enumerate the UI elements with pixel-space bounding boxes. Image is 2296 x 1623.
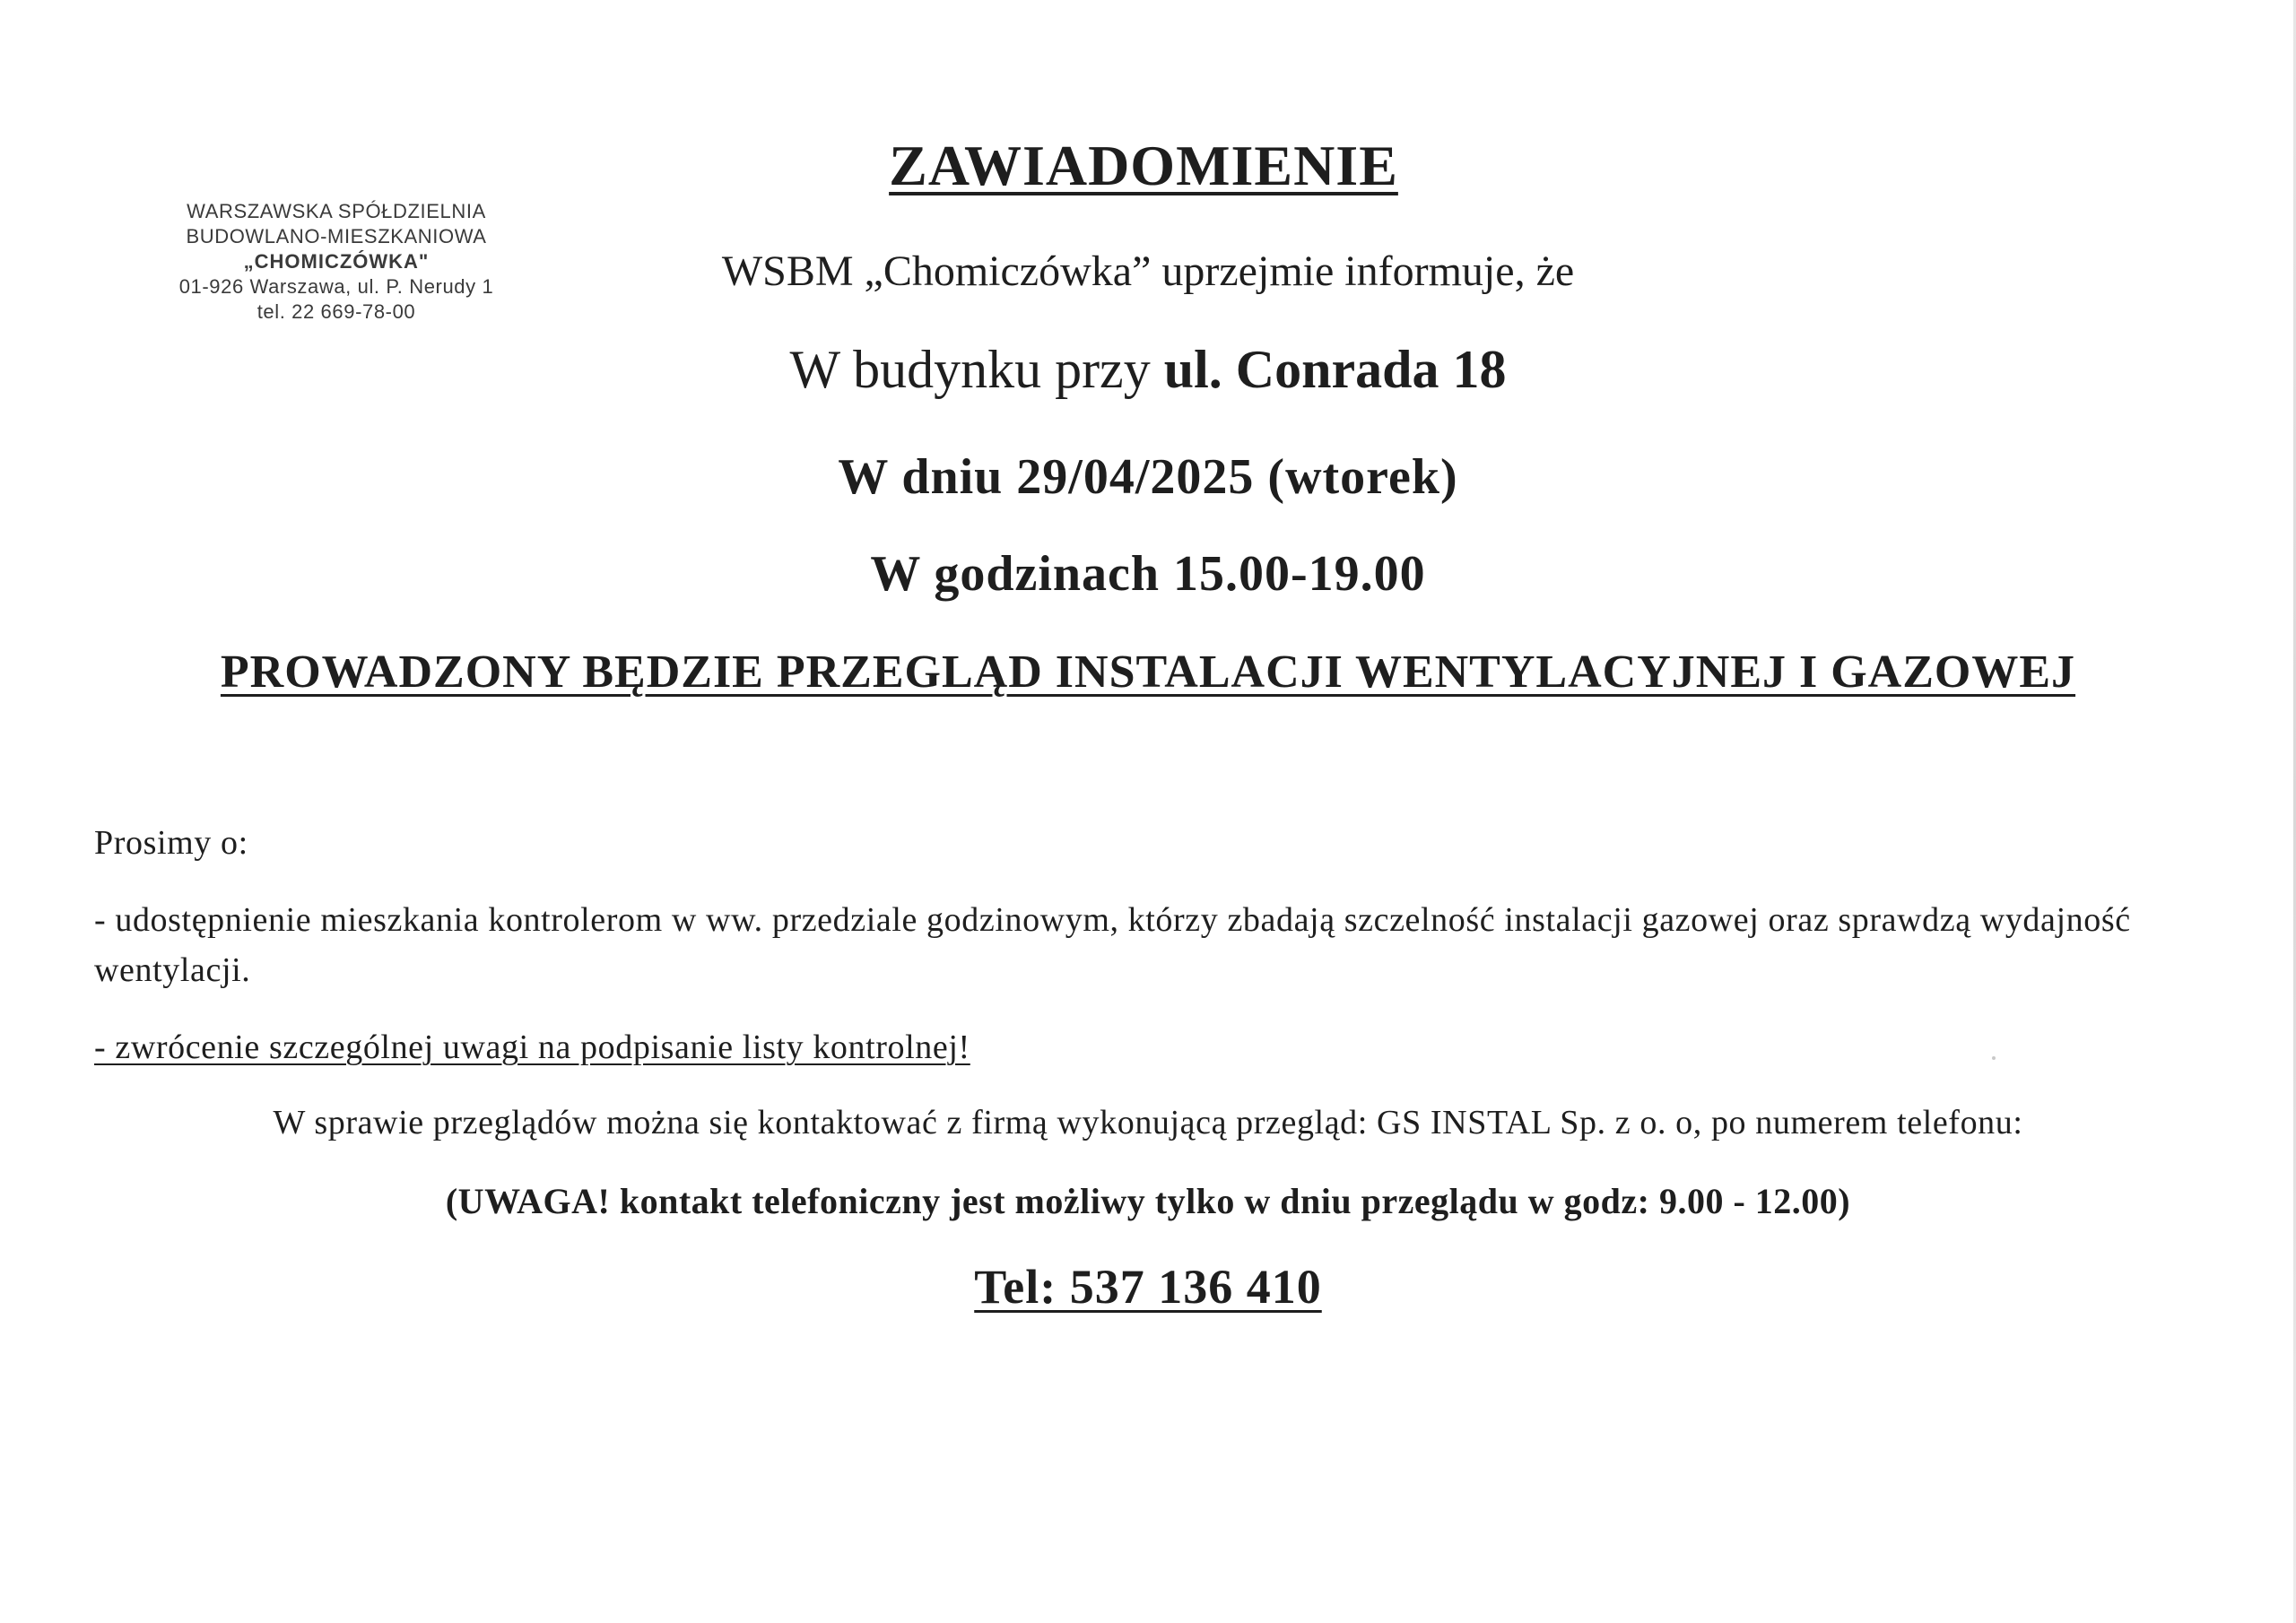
request-item-access: - udostępnienie mieszkania kontrolerom w ww. przedziale godzinowym, którzy zbadają szczelność instalacji gazowej oraz sprawdzą wydajność wentylacji. xyxy=(94,901,2131,989)
stamp-line-3: „CHOMICZÓWKA" xyxy=(243,250,430,273)
stamp-line-4: 01-926 Warszawa, ul. P. Nerudy 1 xyxy=(178,275,494,298)
building-prefix: W budynku przy xyxy=(789,340,1164,399)
inspection-headline: PROWADZONY BĘDZIE PRZEGLĄD INSTALACJI WENTYLACYJNEJ I GAZOWEJ xyxy=(220,647,2076,698)
phone-warning: (UWAGA! kontakt telefoniczny jest możliwy tylko w dniu przeglądu w godz: 9.00 - 12.00) xyxy=(445,1181,1851,1221)
inspection-date: W dniu 29/04/2025 (wtorek) xyxy=(838,449,1458,505)
request-item-signature: - zwrócenie szczególnej uwagi na podpisanie listy kontrolnej! xyxy=(94,1028,970,1066)
cooperative-stamp xyxy=(144,199,529,325)
request-intro: Prosimy o: xyxy=(94,824,248,862)
notice-title: ZAWIADOMIENIE xyxy=(889,134,1398,197)
building-address: ul. Conrada 18 xyxy=(1163,340,1507,399)
notice-intro: WSBM „Chomiczówka” uprzejmie informuje, że xyxy=(721,247,1575,295)
stamp-line-2: BUDOWLANO-MIESZKANIOWA xyxy=(186,225,487,247)
stamp-line-5: tel. 22 669-78-00 xyxy=(257,300,416,323)
stamp-line-1: WARSZAWSKA SPÓŁDZIELNIA xyxy=(187,200,486,222)
contact-info: W sprawie przeglądów można się kontaktować z firmą wykonującą przegląd: GS INSTAL Sp. z o. o, po numerem telefonu: xyxy=(273,1104,2023,1141)
phone-number: Tel: 537 136 410 xyxy=(974,1260,1322,1314)
building-line xyxy=(610,339,1686,401)
inspection-hours: W godzinach 15.00-19.00 xyxy=(870,546,1426,602)
